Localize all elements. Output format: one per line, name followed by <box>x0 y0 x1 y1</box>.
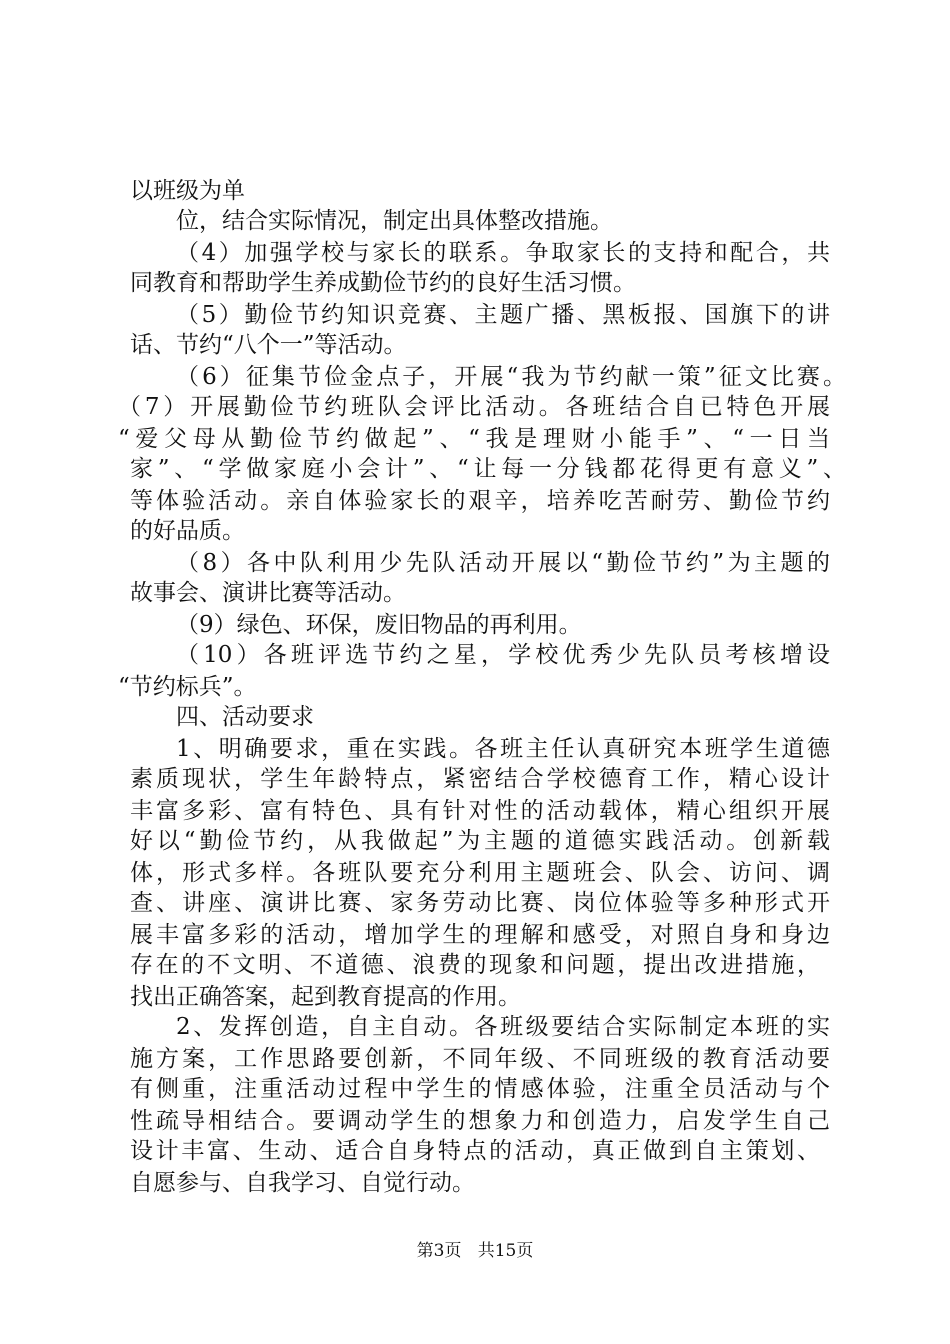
text-line: 存在的不文明、不道德、浪费的现象和问题，提出改进措施， <box>130 952 820 978</box>
text-line: 有侧重，注重活动过程中学生的情感体验，注重全员活动与个 <box>130 1076 830 1102</box>
text-line: “节约标兵”。 <box>118 674 257 700</box>
text-line: （9）绿色、环保，废旧物品的再利用。 <box>176 612 582 638</box>
text-line: 等体验活动。亲自体验家长的艰辛，培养吃苦耐劳、勤俭节约 <box>130 488 830 514</box>
text-line: 同教育和帮助学生养成勤俭节约的良好生活习惯。 <box>130 270 636 296</box>
text-line: 家”、“学做家庭小会计”、“让每一分钱都花得更有意义”、 <box>130 456 846 482</box>
text-line: 查、讲座、演讲比赛、家务劳动比赛、岗位体验等多种形式开 <box>130 890 830 916</box>
section-heading: 四、活动要求 <box>176 704 314 730</box>
text-line: 施方案，工作思路要创新，不同年级、不同班级的教育活动要 <box>130 1046 830 1072</box>
text-line: （4）加强学校与家长的联系。争取家长的支持和配合，共 <box>176 240 830 266</box>
text-line: 找出正确答案，起到教育提高的作用。 <box>130 984 521 1010</box>
page-footer <box>0 1240 950 1262</box>
text-line: 位，结合实际情况，制定出具体整改措施。 <box>176 208 613 234</box>
text-line: 性疏导相结合。要调动学生的想象力和创造力，启发学生自己 <box>130 1108 830 1134</box>
page-total: 共15页 <box>477 1241 534 1261</box>
text-line: （8）各中队利用少先队活动开展以“勤俭节约”为主题的 <box>176 550 830 576</box>
text-line: 以班级为单 <box>130 178 245 204</box>
text-line: 展丰富多彩的活动，增加学生的理解和感受，对照自身和身边 <box>130 922 830 948</box>
text-line: 好以“勤俭节约，从我做起”为主题的道德实践活动。创新载 <box>130 828 830 854</box>
text-line: 丰富多彩、富有特色、具有针对性的活动载体，精心组织开展 <box>130 798 830 824</box>
text-line: “爱父母从勤俭节约做起”、“我是理财小能手”、“一日当 <box>118 426 830 452</box>
text-line: 话、节约“八个一”等活动。 <box>130 332 407 358</box>
text-line: （10）各班评选节约之星，学校优秀少先队员考核增设 <box>176 642 830 668</box>
text-line: 自愿参与、自我学习、自觉行动。 <box>130 1170 475 1196</box>
text-line: 设计丰富、生动、适合自身特点的活动，真正做到自主策划、 <box>130 1138 820 1164</box>
text-line: 的好品质。 <box>130 518 245 544</box>
text-line: 1、明确要求，重在实践。各班主任认真研究本班学生道德 <box>176 736 830 762</box>
page-number: 第3页 <box>416 1241 462 1261</box>
text-line: 体，形式多样。各班队要充分利用主题班会、队会、访问、调 <box>130 860 830 886</box>
text-line: （5）勤俭节约知识竞赛、主题广播、黑板报、国旗下的讲 <box>176 302 830 328</box>
text-line: （7）开展勤俭节约班队会评比活动。各班结合自已特色开展 <box>118 394 830 420</box>
text-line: 素质现状，学生年龄特点，紧密结合学校德育工作，精心设计 <box>130 766 830 792</box>
footer-spacer <box>467 1241 472 1261</box>
text-line: 2、发挥创造，自主自动。各班级要结合实际制定本班的实 <box>176 1014 830 1040</box>
text-line: （6）征集节俭金点子，开展“我为节约献一策”征文比赛。 <box>176 364 846 390</box>
text-line: 故事会、演讲比赛等活动。 <box>130 580 406 606</box>
